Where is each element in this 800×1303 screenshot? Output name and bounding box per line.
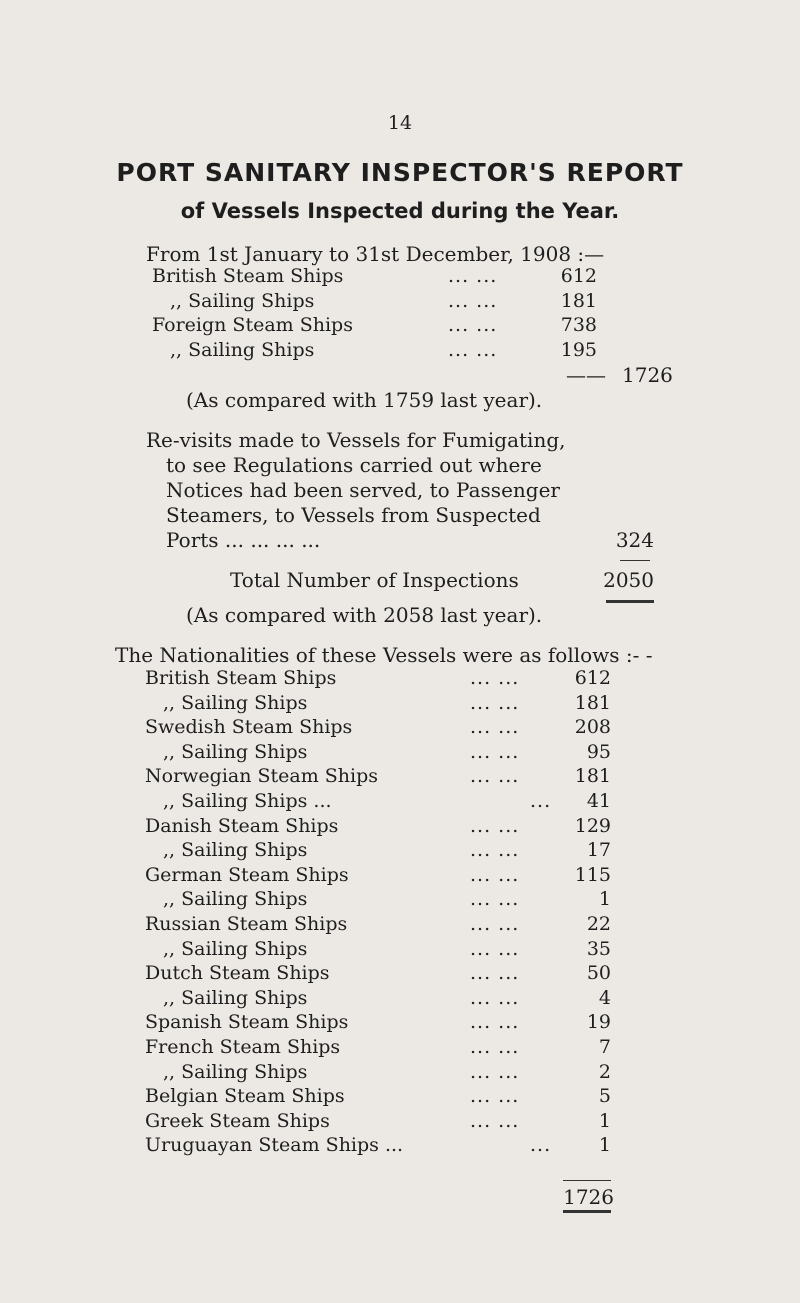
nationality-row-value: 181 bbox=[574, 691, 611, 714]
nationality-row-value: 208 bbox=[574, 716, 611, 739]
summary-row-value: 181 bbox=[560, 289, 597, 312]
revisits-line-3: Notices had been served, to Passenger bbox=[166, 478, 560, 502]
nationality-row-value: 7 bbox=[598, 1036, 611, 1058]
summary-row-label: ,, Sailing Ships bbox=[170, 289, 315, 312]
nationality-row-label: French Steam Ships bbox=[145, 1036, 341, 1058]
nationality-row-leader: ... ... bbox=[470, 913, 520, 935]
revisits-line-5: Ports ... ... ... ... bbox=[166, 528, 321, 552]
nationality-row-value: 181 bbox=[574, 765, 611, 788]
nationality-row-label: Dutch Steam Ships bbox=[145, 962, 330, 985]
nationalities-double-rule bbox=[563, 1210, 611, 1213]
inspections-label: Total Number of Inspections bbox=[230, 568, 519, 592]
period-line: From 1st January to 31st December, 1908 :— bbox=[146, 242, 605, 266]
nationalities-total: 1726 bbox=[563, 1185, 614, 1209]
nationality-row-value: 19 bbox=[586, 1011, 611, 1034]
nationality-row-value: 35 bbox=[586, 937, 611, 960]
inspections-total: 2050 bbox=[603, 568, 654, 592]
nationality-row-label: ,, Sailing Ships bbox=[163, 888, 308, 911]
nationality-row-label: Norwegian Steam Ships bbox=[145, 765, 379, 788]
nationality-row-leader: ... ... bbox=[470, 937, 520, 960]
inspections-double-rule bbox=[606, 600, 654, 603]
nationality-row-label: Belgian Steam Ships bbox=[145, 1085, 345, 1108]
nationality-row-leader: ... ... bbox=[470, 716, 520, 739]
nationality-row-value: 129 bbox=[574, 814, 611, 837]
nationality-row-value: 22 bbox=[586, 913, 611, 935]
nationality-row-value: 1 bbox=[598, 1109, 611, 1132]
nationality-row-leader: ... ... bbox=[470, 1036, 520, 1058]
summary-row-label: ,, Sailing Ships bbox=[170, 338, 315, 361]
nationality-row-label: ,, Sailing Ships bbox=[163, 839, 308, 862]
nationality-row-leader: ... bbox=[530, 790, 552, 812]
summary-row-leader: ... ... bbox=[448, 265, 498, 287]
nationality-row-leader: ... bbox=[530, 1134, 552, 1157]
report-subtitle: of Vessels Inspected during the Year. bbox=[180, 199, 620, 223]
nationality-row-leader: ... ... bbox=[470, 765, 520, 788]
revisits-line-4: Steamers, to Vessels from Suspected bbox=[166, 503, 541, 527]
nationality-row-label: Russian Steam Ships bbox=[145, 913, 348, 935]
nationality-row-label: ,, Sailing Ships bbox=[163, 740, 308, 763]
nationalities-heading: The Nationalities of these Vessels were as follows :- - bbox=[115, 643, 653, 667]
nationality-row-leader: ... ... bbox=[470, 1109, 520, 1132]
nationality-row-value: 115 bbox=[574, 863, 611, 886]
nationality-row-leader: ... ... bbox=[470, 1085, 520, 1108]
nationality-row-label: ,, Sailing Ships ... bbox=[163, 790, 332, 812]
nationality-row-leader: ... ... bbox=[470, 962, 520, 985]
nationality-row-leader: ... ... bbox=[470, 1060, 520, 1083]
nationality-row-label: German Steam Ships bbox=[145, 863, 349, 886]
nationality-row-leader: ... ... bbox=[470, 986, 520, 1009]
revisits-rule bbox=[620, 560, 650, 561]
summary-total: 1726 bbox=[622, 363, 673, 387]
nationality-row-label: ,, Sailing Ships bbox=[163, 937, 308, 960]
summary-row-value: 738 bbox=[560, 314, 597, 336]
page-number: 14 bbox=[387, 112, 413, 134]
nationality-row-label: Swedish Steam Ships bbox=[145, 716, 353, 739]
nationality-row-label: Greek Steam Ships bbox=[145, 1109, 330, 1132]
nationality-row-value: 50 bbox=[586, 962, 611, 985]
summary-row-label: British Steam Ships bbox=[152, 265, 344, 287]
nationality-row-label: ,, Sailing Ships bbox=[163, 986, 308, 1009]
nationality-row-value: 95 bbox=[586, 740, 611, 763]
nationalities-rule bbox=[563, 1180, 611, 1181]
revisits-line-1: Re-visits made to Vessels for Fumigating, bbox=[146, 428, 566, 452]
nationality-row-value: 17 bbox=[586, 839, 611, 862]
summary-row-value: 195 bbox=[560, 338, 597, 361]
nationality-row-leader: ... ... bbox=[470, 888, 520, 911]
nationality-row-leader: ... ... bbox=[470, 740, 520, 763]
inspections-comparison: (As compared with 2058 last year). bbox=[186, 603, 543, 627]
nationality-row-label: Uruguayan Steam Ships ... bbox=[145, 1134, 404, 1157]
summary-total-dash: —— bbox=[566, 363, 606, 387]
nationality-row-label: Danish Steam Ships bbox=[145, 814, 339, 837]
summary-row-leader: ... ... bbox=[448, 289, 498, 312]
nationality-row-leader: ... ... bbox=[470, 1011, 520, 1034]
revisits-line-2: to see Regulations carried out where bbox=[166, 453, 542, 477]
nationality-row-label: ,, Sailing Ships bbox=[163, 691, 308, 714]
nationality-row-label: ,, Sailing Ships bbox=[163, 1060, 308, 1083]
summary-row-leader: ... ... bbox=[448, 314, 498, 336]
report-title: PORT SANITARY INSPECTOR'S REPORT bbox=[116, 158, 684, 187]
summary-row-leader: ... ... bbox=[448, 338, 498, 361]
nationality-row-leader: ... ... bbox=[470, 839, 520, 862]
nationality-row-leader: ... ... bbox=[470, 863, 520, 886]
summary-comparison: (As compared with 1759 last year). bbox=[186, 388, 543, 412]
nationality-row-value: 1 bbox=[598, 1134, 611, 1157]
nationality-row-value: 5 bbox=[598, 1085, 611, 1108]
nationality-row-leader: ... ... bbox=[470, 814, 520, 837]
nationality-row-leader: ... ... bbox=[470, 691, 520, 714]
revisits-value: 324 bbox=[615, 528, 654, 552]
nationality-row-value: 4 bbox=[598, 986, 611, 1009]
nationality-row-value: 612 bbox=[574, 667, 611, 689]
summary-row-label: Foreign Steam Ships bbox=[152, 314, 353, 336]
summary-row-value: 612 bbox=[560, 265, 597, 287]
nationality-row-value: 2 bbox=[598, 1060, 611, 1083]
nationality-row-label: Spanish Steam Ships bbox=[145, 1011, 349, 1034]
nationality-row-leader: ... ... bbox=[470, 667, 520, 689]
nationality-row-label: British Steam Ships bbox=[145, 667, 337, 689]
nationality-row-value: 1 bbox=[598, 888, 611, 911]
nationality-row-value: 41 bbox=[586, 790, 611, 812]
